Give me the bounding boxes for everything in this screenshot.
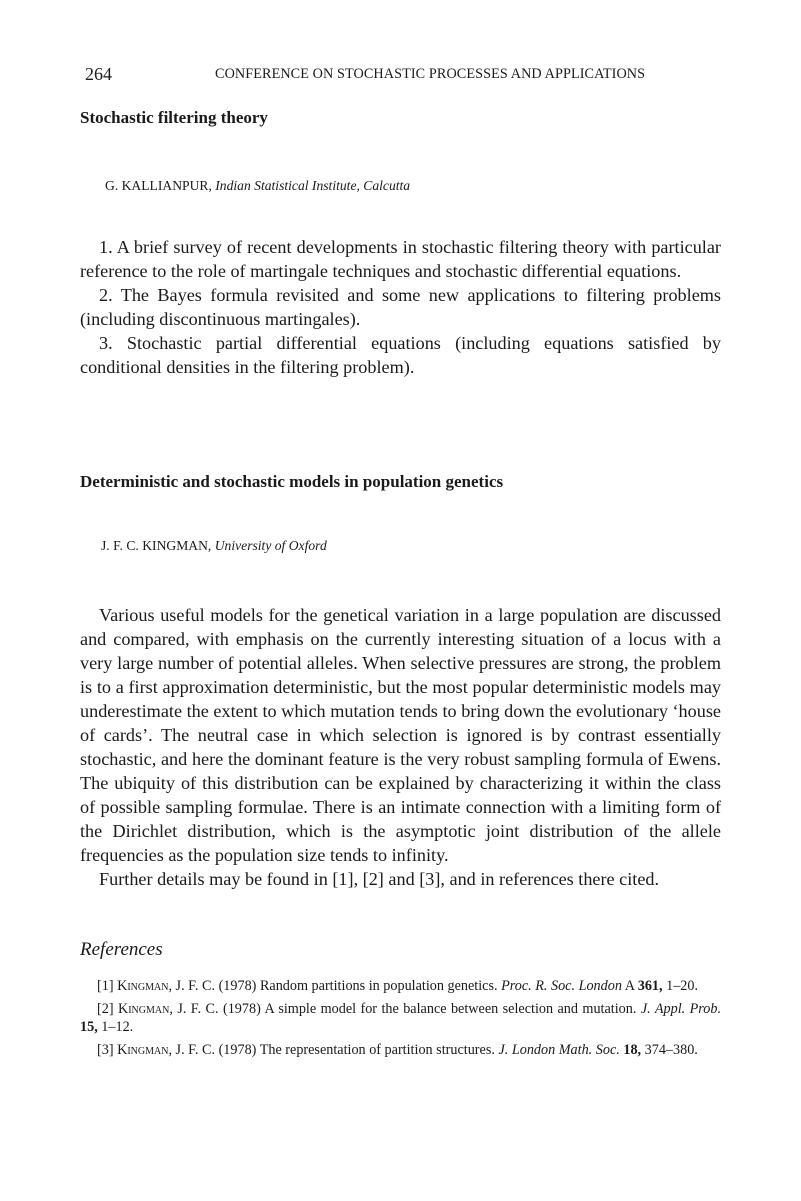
reference-list [80, 977, 721, 1064]
abstract-item: 2. The Bayes formula revisited and some new applications to filtering problems (including discontinuous martingales). [80, 285, 721, 329]
abstract-item: 3. Stochastic partial differential equations (including equations satisfied by conditional densities in the filtering problem). [80, 333, 721, 377]
abstract-item: 1. A brief survey of recent developments in stochastic filtering theory with particular reference to the role of martingale techniques and stochastic differential equations. [80, 237, 721, 281]
reference-item: [2] Kingman, J. F. C. (1978) A simple model for the balance between selection and mutation. J. Appl. Prob. 15, 1–12. [80, 1001, 722, 1035]
author-affiliation: University of Oxford [214, 538, 327, 553]
author-name: G. KALLIANPUR, [105, 178, 212, 193]
reference-item: [1] Kingman, J. F. C. (1978) Random partitions in population genetics. Proc. R. Soc. London A 361, 1–20. [97, 978, 699, 994]
byline-kingman [101, 538, 327, 554]
byline-kallianpur [105, 178, 410, 194]
abstract-paragraph: Various useful models for the genetical variation in a large population are discussed and compared, with emphasis on the currently interesting situation of a locus with a very large number of potential alleles. When selective pressures are strong, the problem is to a first approximation deterministic, but the most popular deterministic models may underestimate the extent to which mutation tends to bring down the evolutionary ‘house of cards’. The neutral case in which selection is ignored is by contrast essentially stochastic, and here the dominant feature is the very robust sampling formula of Ewens. The ubiquity of this distribution can be explained by characterizing it within the class of possible sampling formulae. There is an intimate connection with a limiting form of the Dirichlet distribution, which is the asymptotic joint distribution of the allele frequencies as the population size tends to infinity. [80, 605, 721, 865]
running-head [80, 64, 721, 86]
abstract-genetics [80, 603, 721, 891]
section-title-genetics: Deterministic and stochastic models in population genetics [80, 472, 504, 491]
page-number: 264 [85, 64, 112, 84]
reference-item: [3] Kingman, J. F. C. (1978) The representation of partition structures. J. London Math. Soc. 18, 374–380. [97, 1042, 698, 1058]
abstract-paragraph: Further details may be found in [1], [2] and [3], and in references there cited. [99, 869, 660, 889]
author-affiliation: Indian Statistical Institute, Calcutta [215, 178, 411, 193]
author-name: J. F. C. KINGMAN, [101, 538, 212, 553]
references-heading: References [80, 939, 163, 960]
abstract-filtering [80, 235, 721, 379]
section-title-filtering: Stochastic filtering theory [80, 108, 268, 127]
journal-title: CONFERENCE ON STOCHASTIC PROCESSES AND APPLICATIONS [215, 66, 646, 82]
